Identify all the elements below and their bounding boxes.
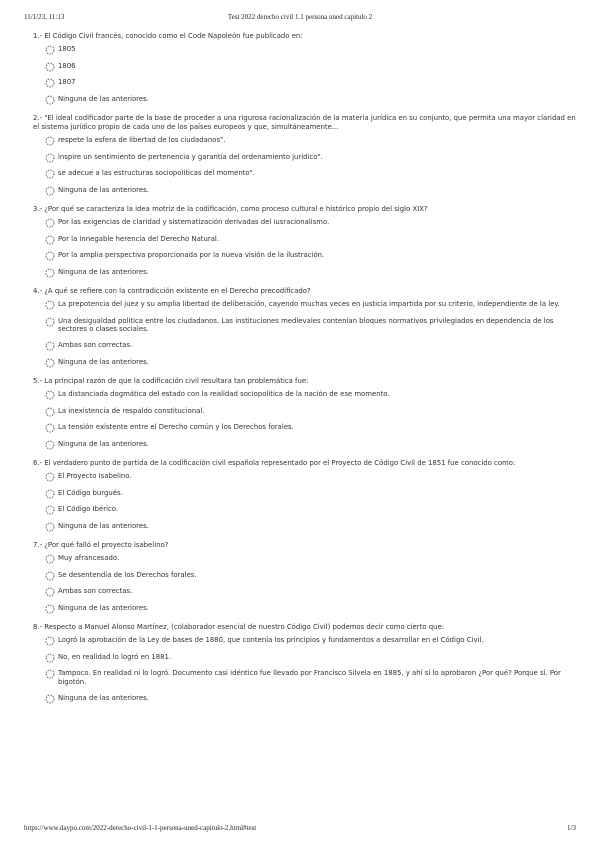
radio-button-icon[interactable] (45, 153, 55, 163)
option-label: La prepotencia del juez y su amplia libertad de deliberación, cayendo muchas veces en justicia impartida por su criterio, independiente de la ley. (58, 300, 560, 308)
option-label: Muy afrancesado. (58, 554, 120, 562)
option-label: Ninguna de las anteriores. (58, 693, 149, 702)
question-text: 2.- "El ideal codificador parte de la base de proceder a una rigurosa racionalización de la materia jurídica en su conjunto, que permita una mayor claridad en el sistema jurídico propio de cada uno de los países europeos y que, simultáneamente... (33, 114, 576, 131)
option-label: Ninguna de las anteriores. (58, 267, 149, 276)
footer-url: https://www.daypo.com/2022-derecho-civil-1-1-persona-uned-capitulo-2.html#test (24, 824, 257, 832)
radio-button-icon[interactable] (45, 636, 55, 646)
question-text: 8.- Respecto a Manuel Alonso Martínez, (colaborador esencial de nuestro Código Civil) podemos decir como cierto que: (33, 623, 445, 631)
option-label: Tampoco. En realidad ni lo logró. Documento casi idéntico fue llevado por Francisco Silvela en 1885, y ahí sí lo aprobaron ¿Por qué? Porque sí. Por bigotón. (58, 669, 561, 686)
answer-option[interactable] (33, 694, 578, 703)
header-title: Test 2022 derecho civil 1.1 persona uned capitulo 2 (227, 13, 373, 21)
answer-option[interactable] (33, 300, 578, 309)
radio-button-icon[interactable] (45, 62, 55, 72)
option-label: Se desentendía de los Derechos forales. (58, 570, 197, 579)
radio-button-icon[interactable] (45, 604, 55, 614)
option-label: 1807 (58, 78, 76, 86)
answer-option[interactable] (33, 440, 578, 449)
page-footer (0, 824, 600, 836)
radio-button-icon[interactable] (45, 554, 55, 564)
radio-button-icon[interactable] (45, 358, 55, 368)
question-8 (33, 623, 578, 703)
answer-option[interactable] (33, 653, 578, 662)
question-6 (33, 459, 578, 531)
answer-option[interactable] (33, 235, 578, 244)
radio-button-icon[interactable] (45, 571, 55, 581)
option-label: se adecue a las estructuras sociopolíticas del momento". (58, 169, 255, 177)
answer-option[interactable] (33, 78, 578, 87)
radio-button-icon[interactable] (45, 587, 55, 597)
radio-button-icon[interactable] (45, 218, 55, 228)
answer-option[interactable] (33, 268, 578, 277)
radio-button-icon[interactable] (45, 472, 55, 482)
question-3 (33, 205, 578, 277)
question-2 (33, 114, 578, 195)
radio-button-icon[interactable] (45, 95, 55, 105)
radio-button-icon[interactable] (45, 669, 55, 679)
question-5 (33, 377, 578, 449)
radio-button-icon[interactable] (45, 505, 55, 515)
question-text: 1.- El Código Civil francés, conocido como el Code Napoleón fue publicado en: (33, 32, 303, 40)
answer-option[interactable] (33, 571, 578, 580)
option-label: Ninguna de las anteriores. (58, 521, 149, 530)
radio-button-icon[interactable] (45, 186, 55, 196)
radio-button-icon[interactable] (45, 136, 55, 146)
answer-option[interactable] (33, 587, 578, 596)
radio-button-icon[interactable] (45, 522, 55, 532)
option-label: Ninguna de las anteriores. (58, 357, 149, 366)
answer-option[interactable] (33, 341, 578, 350)
radio-button-icon[interactable] (45, 341, 55, 351)
answer-option[interactable] (33, 554, 578, 563)
answer-option[interactable] (33, 505, 578, 514)
option-label: No, en realidad lo logró en 1881. (58, 652, 172, 661)
option-label: La inexistencia de respaldo constitucional. (58, 406, 205, 415)
option-label: Ninguna de las anteriores. (58, 603, 149, 612)
option-label: El Código Ibérico. (58, 505, 119, 513)
option-label: Por las exigencias de claridad y sistematización derivadas del iusracionalismo. (58, 218, 330, 226)
radio-button-icon[interactable] (45, 45, 55, 55)
option-label: El Proyecto Isabelino. (58, 472, 132, 480)
option-label: Por la amplia perspectiva proporcionada por la nueva visión de la ilustración. (58, 251, 325, 259)
option-label: Ninguna de las anteriores. (58, 94, 149, 103)
answer-option[interactable] (33, 489, 578, 498)
answer-option[interactable] (33, 472, 578, 481)
answer-option[interactable] (33, 636, 578, 645)
option-label: Ninguna de las anteriores. (58, 185, 149, 194)
page-number: 1/3 (567, 824, 576, 832)
option-label: 1806 (58, 61, 76, 70)
page-header (0, 13, 600, 25)
answer-option[interactable] (33, 358, 578, 367)
option-label: Ambas son correctas. (58, 341, 133, 349)
question-text: 4.- ¿A qué se refiere con la contradicción existente en el Derecho precodificado? (33, 287, 311, 295)
answer-option[interactable] (33, 669, 578, 686)
radio-button-icon[interactable] (45, 78, 55, 88)
radio-button-icon[interactable] (45, 407, 55, 417)
radio-button-icon[interactable] (45, 300, 55, 310)
radio-button-icon[interactable] (45, 251, 55, 261)
header-datetime: 11/1/23, 11:13 (24, 13, 65, 21)
radio-button-icon[interactable] (45, 390, 55, 400)
question-text: 3.- ¿Por qué se caracteriza la idea motriz de la codificación, como proceso cultural e histórico propio del siglo XIX? (33, 205, 428, 213)
option-label: 1805 (58, 45, 76, 53)
question-text: 6.- El verdadero punto de partida de la codificación civil española representado por el Proyecto de Código Civil de 1851 fue conocido como: (33, 459, 516, 467)
option-label: Ninguna de las anteriores. (58, 439, 149, 448)
radio-button-icon[interactable] (45, 653, 55, 663)
answer-option[interactable] (33, 251, 578, 260)
option-label: Logró la aprobación de la Ley de bases de 1880, que contenía los principios y fundamentos a desarrollar en el Código Civil. (58, 636, 484, 644)
radio-button-icon[interactable] (45, 317, 55, 327)
answer-option[interactable] (33, 604, 578, 613)
radio-button-icon[interactable] (45, 489, 55, 499)
answer-option[interactable] (33, 317, 578, 334)
option-label: La distanciada dogmática del estado con la realidad sociopolítica de la nación de ese momento. (58, 390, 390, 398)
question-text: 7.- ¿Por qué falló el proyecto isabelino? (33, 541, 169, 549)
radio-button-icon[interactable] (45, 268, 55, 278)
answer-option[interactable] (33, 186, 578, 195)
question-7 (33, 541, 578, 613)
radio-button-icon[interactable] (45, 440, 55, 450)
answer-option[interactable] (33, 62, 578, 71)
answer-option[interactable] (33, 423, 578, 432)
option-label: Ambas son correctas. (58, 587, 133, 595)
answer-option[interactable] (33, 169, 578, 178)
answer-option[interactable] (33, 136, 578, 145)
answer-option[interactable] (33, 153, 578, 162)
question-1 (33, 32, 578, 104)
option-label: La tensión existente entre el Derecho común y los Derechos forales. (58, 423, 294, 431)
option-label: Por la innegable herencia del Derecho Natural. (58, 234, 220, 243)
radio-button-icon[interactable] (45, 169, 55, 179)
option-label: inspire un sentimiento de pertenencia y garantía del ordenamiento jurídico". (58, 152, 323, 161)
option-label: Una desigualdad política entre los ciudadanos. Las instituciones medievales contenían bloques normativos privilegiados en dependencia de los sectores o clases sociales. (58, 316, 554, 333)
question-4 (33, 287, 578, 367)
radio-button-icon[interactable] (45, 235, 55, 245)
radio-button-icon[interactable] (45, 694, 55, 704)
answer-option[interactable] (33, 407, 578, 416)
answer-option[interactable] (33, 390, 578, 399)
answer-option[interactable] (33, 218, 578, 227)
question-list (33, 32, 578, 713)
option-label: El Código burgués. (58, 488, 123, 497)
answer-option[interactable] (33, 522, 578, 531)
answer-option[interactable] (33, 45, 578, 54)
option-label: respete la esfera de libertad de los ciudadanos". (58, 136, 226, 144)
radio-button-icon[interactable] (45, 423, 55, 433)
question-text: 5.- La principal razón de que la codificación civil resultara tan problemática fue: (33, 377, 309, 385)
answer-option[interactable] (33, 95, 578, 104)
